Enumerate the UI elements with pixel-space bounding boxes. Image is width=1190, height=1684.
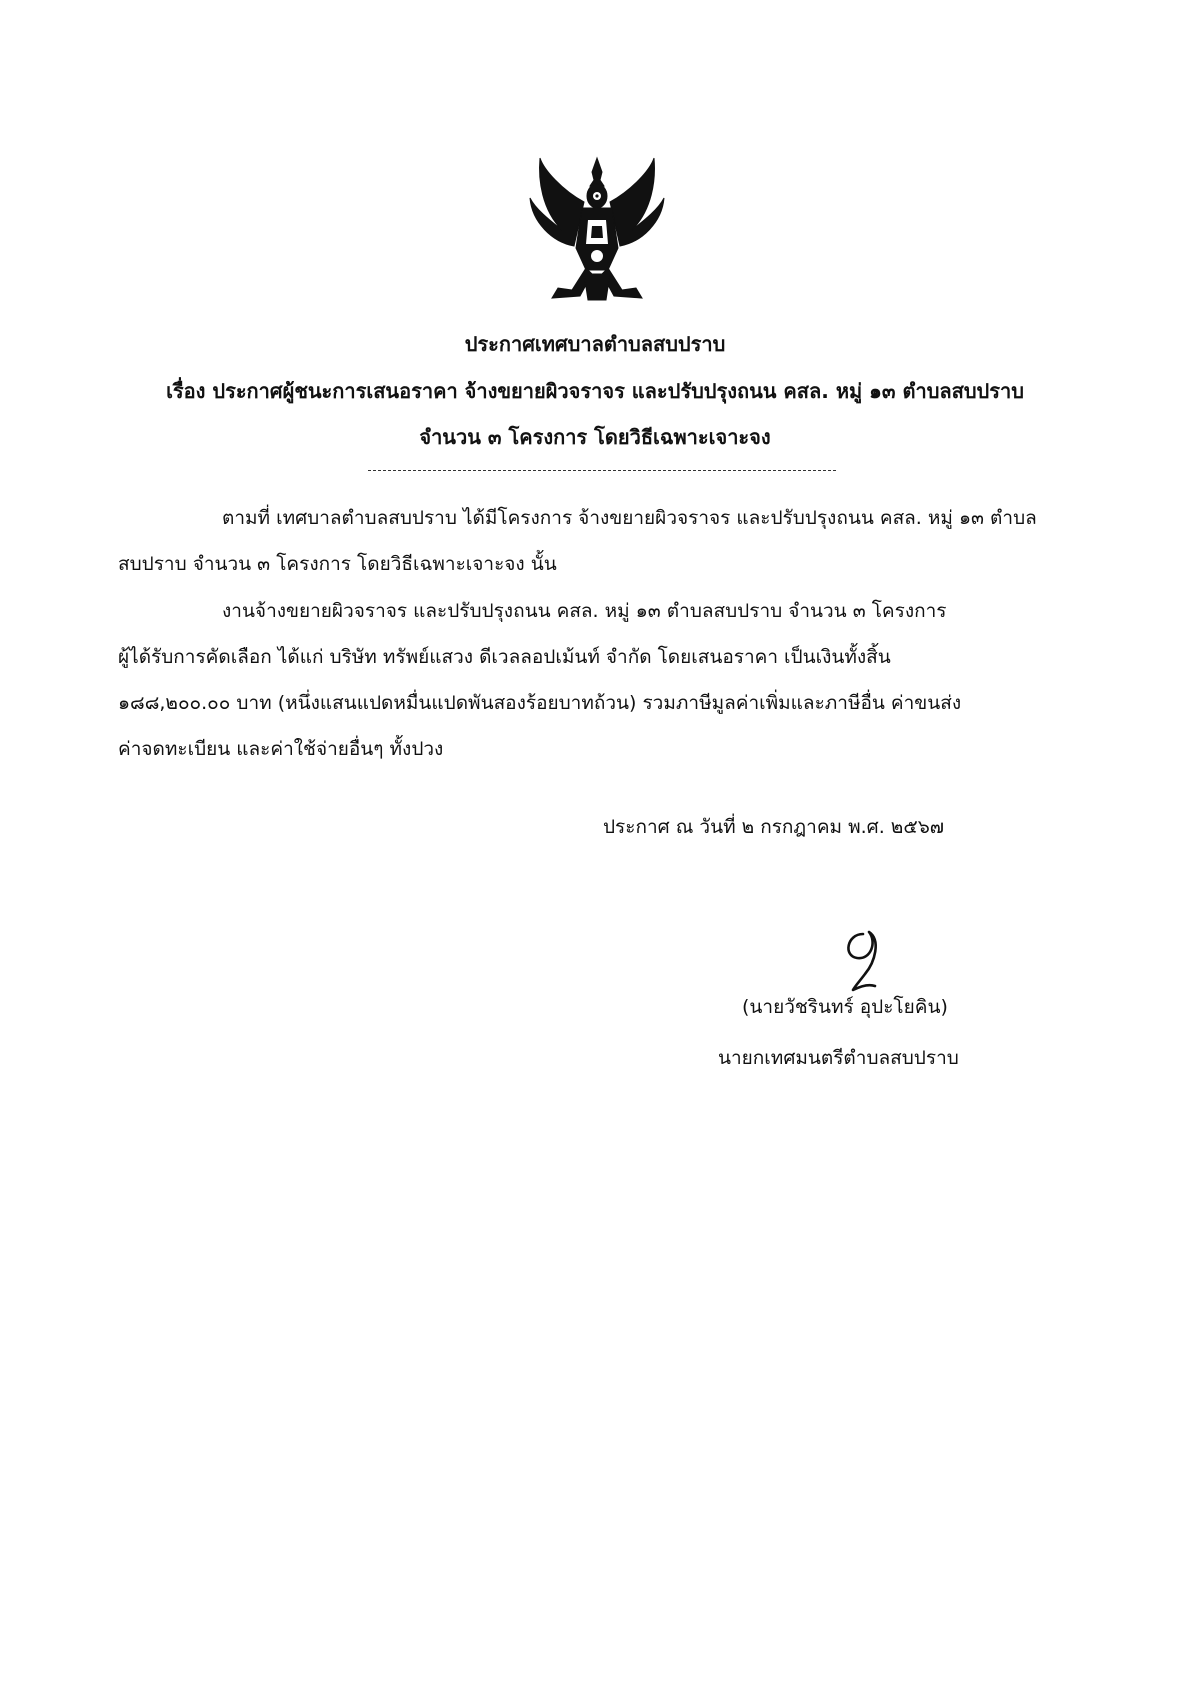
document-title: ประกาศเทศบาลตำบลสบปราบ (464, 332, 726, 356)
body-line-3: งานจ้างขยายผิวจราจร และปรับปรุงถนน คสล. หมู่ ๑๓ ตำบลสบปราบ จำนวน ๓ โครงการ (222, 600, 947, 622)
garuda-emblem-icon (522, 150, 672, 310)
document-subject-line-1: เรื่อง ประกาศผู้ชนะการเสนอราคา จ้างขยายผิวจราจร และปรับปรุงถนน คสล. หมู่ ๑๓ ตำบลสบปราบ (166, 379, 1024, 403)
document-subject-line-2: จำนวน ๓ โครงการ โดยวิธีเฉพาะเจาะจง (419, 425, 771, 449)
body-line-4: ผู้ได้รับการคัดเลือก ได้แก่ บริษัท ทรัพย์แสวง ดีเวลลอปเม้นท์ จำกัด โดยเสนอราคา เป็นเงินทั้งสิ้น (118, 646, 891, 668)
body-line-5: ๑๘๘,๒๐๐.๐๐ บาท (หนึ่งแสนแปดหมื่นแปดพันสองร้อยบาทถ้วน) รวมภาษีมูลค่าเพิ่มและภาษีอื่น ค่าขนส่ง (118, 692, 962, 714)
signer-title: นายกเทศมนตรีตำบลสบปราบ (718, 1047, 959, 1069)
announcement-date: ประกาศ ณ วันที่ ๒ กรกฎาคม พ.ศ. ๒๕๖๗ (603, 816, 945, 838)
title-divider (368, 470, 836, 471)
handwritten-signature (835, 920, 895, 1000)
body-line-6: ค่าจดทะเบียน และค่าใช้จ่ายอื่นๆ ทั้งปวง (118, 738, 444, 760)
signer-name: (นายวัชรินทร์ อุปะโยคิน) (742, 996, 948, 1018)
body-line-1: ตามที่ เทศบาลตำบลสบปราบ ได้มีโครงการ จ้างขยายผิวจราจร และปรับปรุงถนน คสล. หมู่ ๑๓ ตำบล (222, 507, 1037, 529)
body-line-2: สบปราบ จำนวน ๓ โครงการ โดยวิธีเฉพาะเจาะจง นั้น (118, 553, 557, 575)
